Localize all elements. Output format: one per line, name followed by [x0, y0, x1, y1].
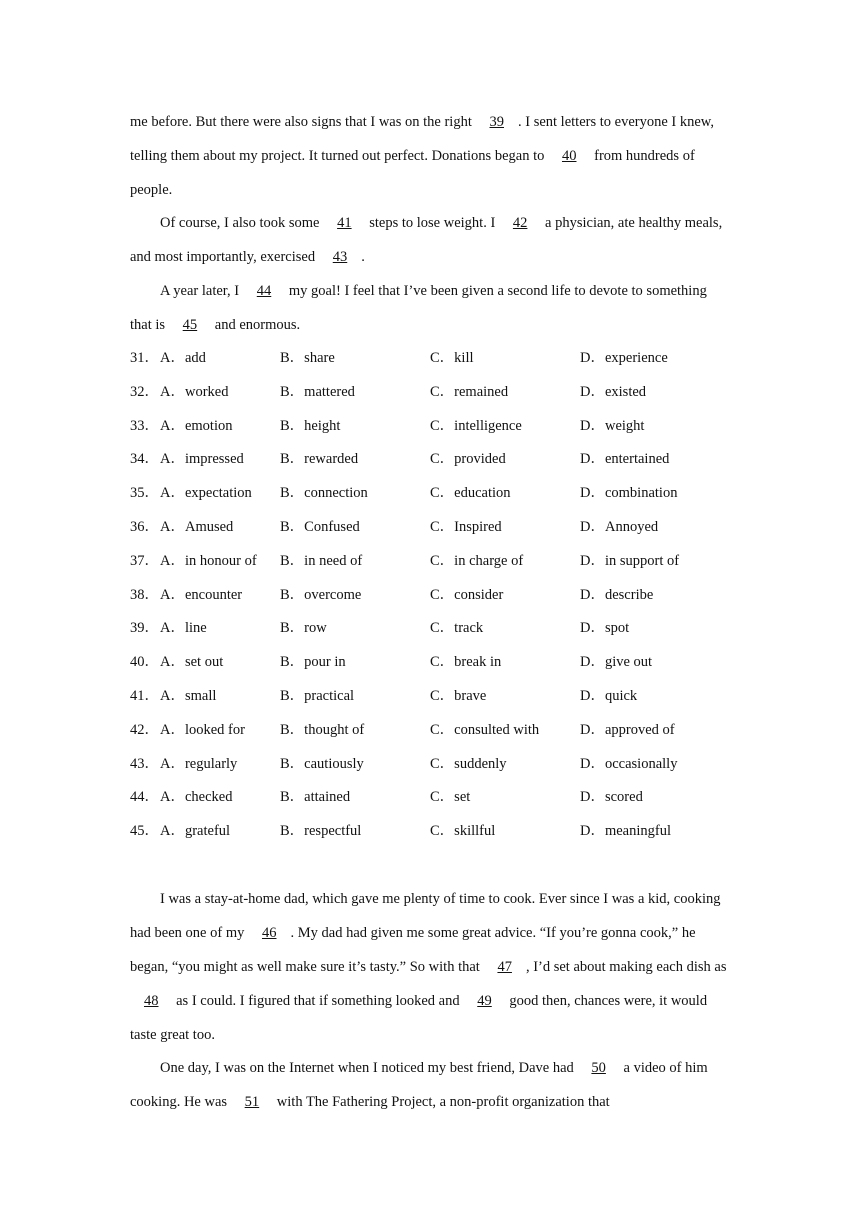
blank-42: 42 [512, 215, 528, 231]
option-row-45: 45． A．grateful B．respectful C．skillful D．meaningful [130, 823, 672, 840]
option-row-40: 40． A．set out B．pour in C．break in D．give out [130, 654, 653, 671]
option-row-39: 39． A．line B．row C．track D．spot [130, 620, 630, 637]
blank-45: 45 [182, 317, 198, 333]
passage1-paragraph-1: me before. But there were also signs that I was on the right 39 . I sent letters to everyone I knew, telling them about my project. It turned out perfect. Donations began to 40 from hundreds of people. [130, 114, 714, 198]
option-row-41: 41． A．small B．practical C．brave D．quick [130, 687, 638, 704]
option-row-31: 31． A．add B．share C．kill D．experience [130, 350, 668, 366]
passage1-paragraph-2: Of course, I also took some 41 steps to lose weight. I 42 a physician, ate healthy meals, and most importantly, exercised 43 . [130, 215, 723, 265]
blank-49: 49 [477, 993, 492, 1009]
passage2-paragraph-2: One day, I was on the Internet when I noticed my best friend, Dave had 50 a video of him cooking. He was 51 with The Fathering Project, a non-profit organization that [130, 1060, 708, 1110]
blank-44: 44 [256, 283, 272, 299]
blank-41: 41 [337, 215, 352, 231]
option-row-38: 38． A．encounter B．overcome C．consider D．describe [130, 586, 654, 603]
blank-40: 40 [561, 148, 577, 164]
passage2-paragraph-1: I was a stay-at-home dad, which gave me plenty of time to cook. Ever since I was a kid, cooking had been one of my 46 . My dad had given me some great advice. “If you’re gonna cook,” he began, “you might as well make sure it’s tasty.” So with that 47 , I’d set about making each dish as 48 as I could. I figured that if something looked and 49 good then, chances were, it would taste great too. [130, 891, 727, 1043]
option-row-44: 44． A．checked B．attained C．set D．scored [130, 789, 643, 806]
option-row-32: 32． A．worked B．mattered C．remained D．existed [130, 383, 647, 400]
blank-51: 51 [244, 1094, 260, 1110]
option-row-43: 43． A．regularly B．cautiously C．suddenly D．occasionally [130, 755, 678, 772]
option-row-37: 37． A．in honour of B．in need of C．in charge of D．in support of [130, 552, 680, 569]
blank-48: 48 [144, 993, 159, 1009]
options-list [130, 341, 730, 848]
option-row-33: 33． A．emotion B．height C．intelligence D．weight [130, 417, 645, 434]
option-row-34: 34． A．impressed B．rewarded C．provided D．entertained [130, 451, 670, 468]
blank-39: 39 [489, 114, 504, 130]
blank-47: 47 [497, 959, 512, 975]
blank-50: 50 [591, 1060, 606, 1076]
blank-43: 43 [332, 249, 348, 265]
option-row-35: 35． A．expectation B．connection C．education D．combination [130, 485, 678, 502]
passage1-paragraph-3: A year later, I 44 my goal! I feel that I’ve been given a second life to devote to something that is 45 and enormous. [130, 283, 707, 333]
blank-46: 46 [261, 925, 277, 941]
option-row-42: 42． A．looked for B．thought of C．consulted with D．approved of [130, 721, 675, 738]
option-row-36: 36． A．Amused B．Confused C．Inspired D．Annoyed [130, 518, 659, 535]
